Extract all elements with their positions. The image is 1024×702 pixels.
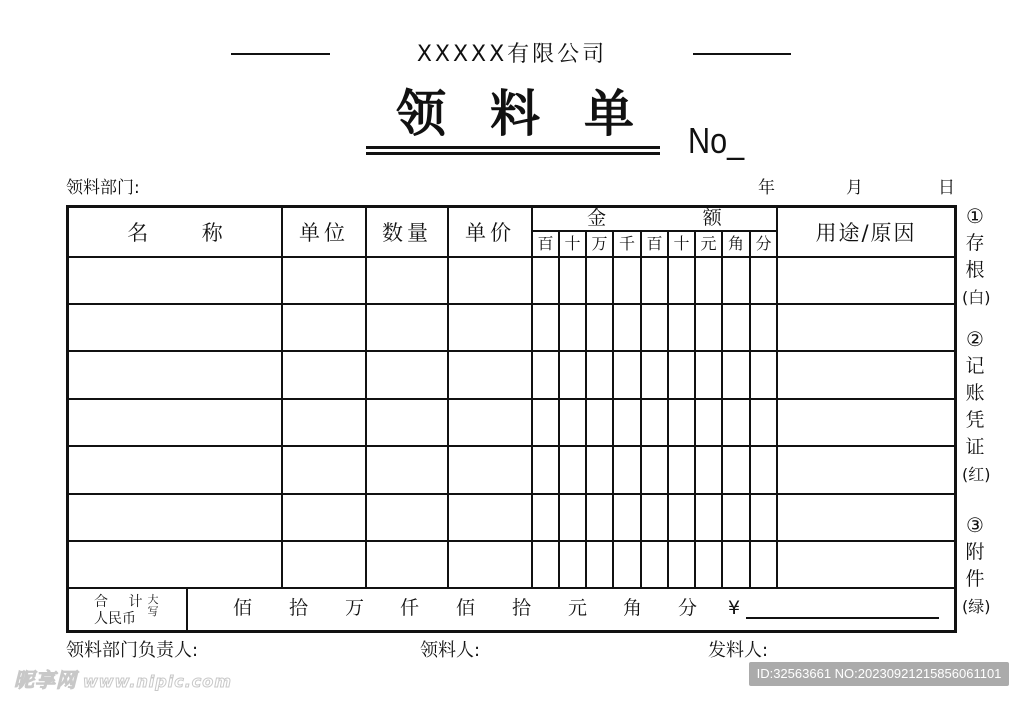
- watermark: [14, 664, 232, 693]
- company-name: XXXXX有限公司: [416, 42, 608, 67]
- dept-head-signature-label: 领料部门负责人:: [66, 640, 199, 661]
- col-header-name: 名 称: [127, 221, 223, 245]
- total-amount-field[interactable]: [746, 617, 939, 619]
- side-char: 账: [965, 382, 985, 404]
- table-row[interactable]: [69, 400, 954, 445]
- table-row[interactable]: [69, 495, 954, 540]
- col-header-quantity: 数量: [382, 221, 432, 245]
- total-label-line2: 人民币: [94, 611, 136, 627]
- table-row[interactable]: [69, 259, 954, 303]
- circled-number-3: ③: [966, 513, 984, 537]
- side-char: 根: [965, 259, 985, 281]
- copy-label-stub: [962, 203, 991, 311]
- side-char: 件: [965, 568, 985, 590]
- watermark-brand: 昵享网: [14, 668, 77, 692]
- total-unit-bai: 佰: [456, 597, 476, 619]
- col-header-purpose: 用途/原因: [815, 221, 917, 245]
- month-label: 月: [846, 178, 863, 198]
- day-label: 日: [938, 178, 955, 198]
- side-char: 凭: [965, 409, 985, 431]
- receiver-signature-label: 领料人:: [420, 640, 481, 661]
- title-underline-top: [366, 146, 660, 149]
- total-unit-yuan: 元: [568, 597, 588, 619]
- currency-sign: ¥: [728, 597, 741, 619]
- total-label: [68, 590, 188, 632]
- circled-number-1: ①: [966, 204, 984, 228]
- digit-header: 万: [591, 234, 608, 253]
- title-char: 领: [396, 84, 446, 143]
- table-row[interactable]: [69, 305, 954, 350]
- watermark-site: www.nipic.com: [83, 672, 232, 691]
- issuer-signature-label: 发料人:: [708, 640, 769, 661]
- total-unit-fen: 分: [678, 597, 698, 619]
- company-left-rule: [231, 53, 330, 55]
- side-char: 附: [965, 541, 985, 563]
- total-unit-bai-wan: 佰: [233, 597, 253, 619]
- side-char: 存: [965, 232, 985, 254]
- total-unit-jiao: 角: [623, 597, 643, 619]
- title-underline-bottom: [366, 152, 660, 155]
- digit-header: 十: [673, 234, 690, 253]
- side-char: 证: [965, 436, 985, 458]
- digit-header: 分: [755, 234, 772, 253]
- total-unit-shi-wan: 拾: [289, 597, 309, 619]
- title-char: 单: [584, 84, 634, 143]
- copy-label-accounting: [962, 326, 991, 488]
- table-row[interactable]: [69, 447, 954, 493]
- side-char: (绿): [962, 597, 991, 616]
- side-char: (白): [962, 288, 991, 307]
- image-id-badge: ID:32563661 NO:20230921215856061101: [749, 662, 1009, 686]
- serial-number-field[interactable]: No_: [688, 120, 745, 161]
- digit-header: 十: [564, 234, 581, 253]
- header-divider: [66, 256, 957, 258]
- paren-bottom: 写: [147, 605, 159, 618]
- total-label-uppercase-note: [147, 594, 159, 618]
- department-label: 领料部门:: [66, 178, 140, 198]
- copy-label-attachment: [962, 512, 991, 620]
- table-row[interactable]: [69, 352, 954, 398]
- digit-header: 元: [700, 234, 717, 253]
- total-unit-wan: 万: [345, 597, 365, 619]
- total-unit-shi: 拾: [512, 597, 532, 619]
- digit-header: 百: [646, 234, 663, 253]
- digit-header: 百: [537, 234, 554, 253]
- table-row[interactable]: [69, 542, 954, 587]
- digit-header: 角: [727, 234, 744, 253]
- total-label-line1: 合 计: [94, 594, 151, 610]
- title-char: 料: [490, 84, 540, 143]
- col-header-unit: 单位: [299, 221, 349, 245]
- side-char: 记: [965, 355, 985, 377]
- col-header-unit-price: 单价: [465, 221, 515, 245]
- col-header-amount: 金 额: [587, 207, 722, 229]
- year-label: 年: [758, 178, 775, 198]
- side-char: (红): [962, 465, 991, 484]
- paren-top: 大: [147, 593, 159, 606]
- total-unit-qian: 仟: [400, 597, 420, 619]
- digit-header: 千: [618, 234, 635, 253]
- company-right-rule: [693, 53, 791, 55]
- form-title: [370, 84, 660, 144]
- total-row-divider: [66, 587, 957, 589]
- circled-number-2: ②: [966, 327, 984, 351]
